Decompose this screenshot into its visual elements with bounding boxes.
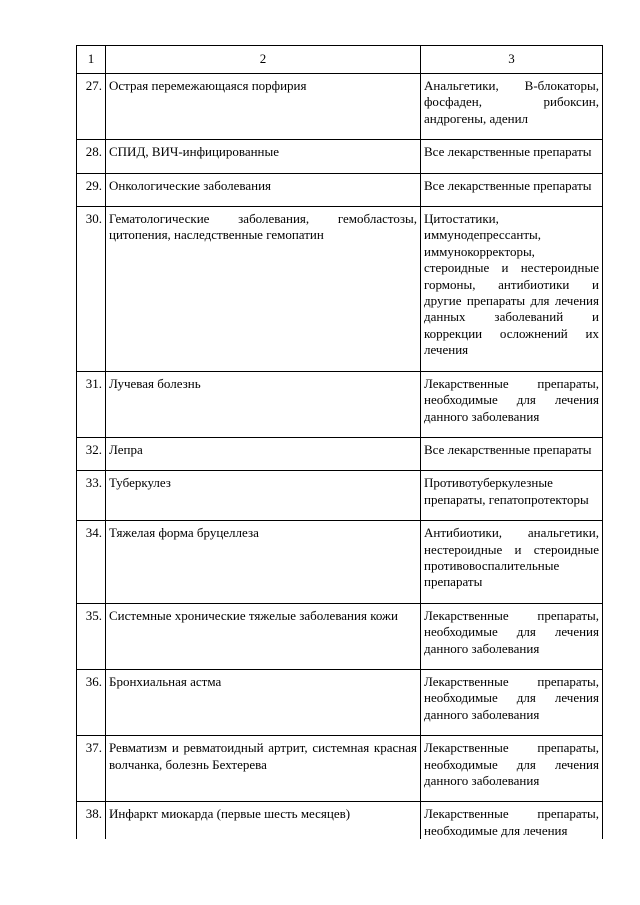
- drug-list: Лекарственные препараты, необходимые для лечения данного заболевания: [421, 736, 603, 802]
- table-header-row: [77, 46, 603, 74]
- table-row: [77, 173, 603, 206]
- disease-drug-table: [76, 45, 603, 839]
- table-row: [77, 669, 603, 735]
- row-number: 38.: [77, 802, 106, 839]
- disease-name: Системные хронические тяжелые заболевания кожи: [106, 603, 421, 669]
- table-row: [77, 603, 603, 669]
- drug-list: Лекарственные препараты, необходимые для лечения данного заболевания: [421, 669, 603, 735]
- row-number: 34.: [77, 521, 106, 604]
- row-number: 30.: [77, 207, 106, 372]
- column-header-disease: 2: [106, 46, 421, 74]
- disease-name: Тяжелая форма бруцеллеза: [106, 521, 421, 604]
- drug-list: Цитостатики, иммунодепрессанты, иммунокорректоры, стероидные и нестероидные гормоны, антибиотики и другие препараты для лечения данных заболеваний и коррекции осложнений их лечения: [421, 207, 603, 372]
- drug-list: Лекарственные препараты, необходимые для лечения: [421, 802, 603, 839]
- row-number: 33.: [77, 471, 106, 521]
- table-row: [77, 802, 603, 839]
- disease-name: Туберкулез: [106, 471, 421, 521]
- row-number: 36.: [77, 669, 106, 735]
- disease-name: Ревматизм и ревматоидный артрит, системная красная волчанка, болезнь Бехтерева: [106, 736, 421, 802]
- disease-name: СПИД, ВИЧ-инфицированные: [106, 140, 421, 173]
- drug-list: Лекарственные препараты, необходимые для лечения данного заболевания: [421, 371, 603, 437]
- table-row: [77, 736, 603, 802]
- row-number: 28.: [77, 140, 106, 173]
- column-header-drugs: 3: [421, 46, 603, 74]
- table-row: [77, 74, 603, 140]
- table-row: [77, 207, 603, 372]
- disease-name: Острая перемежающаяся порфирия: [106, 74, 421, 140]
- table-row: [77, 521, 603, 604]
- drug-list: Все лекарственные препараты: [421, 173, 603, 206]
- drug-list: Антибиотики, анальгетики, нестероидные и стероидные противовоспалительные препараты: [421, 521, 603, 604]
- disease-name: Лучевая болезнь: [106, 371, 421, 437]
- table-row: [77, 437, 603, 470]
- disease-name: Бронхиальная астма: [106, 669, 421, 735]
- disease-name: Онкологические заболевания: [106, 173, 421, 206]
- column-header-number: 1: [77, 46, 106, 74]
- table-row: [77, 140, 603, 173]
- row-number: 31.: [77, 371, 106, 437]
- row-number: 32.: [77, 437, 106, 470]
- disease-name: Инфаркт миокарда (первые шесть месяцев): [106, 802, 421, 839]
- drug-list: Все лекарственные препараты: [421, 437, 603, 470]
- row-number: 37.: [77, 736, 106, 802]
- row-number: 35.: [77, 603, 106, 669]
- drug-list: Лекарственные препараты, необходимые для лечения данного заболевания: [421, 603, 603, 669]
- drug-list: Все лекарственные препараты: [421, 140, 603, 173]
- row-number: 29.: [77, 173, 106, 206]
- disease-name: Гематологические заболевания, гемобластозы, цитопения, наследственные гемопатин: [106, 207, 421, 372]
- table-row: [77, 371, 603, 437]
- disease-name: Лепра: [106, 437, 421, 470]
- drug-list: Противотуберкулезные препараты, гепатопротекторы: [421, 471, 603, 521]
- row-number: 27.: [77, 74, 106, 140]
- table-row: [77, 471, 603, 521]
- drug-list: Анальгетики, В-блокаторы, фосфаден, рибоксин, андрогены, аденил: [421, 74, 603, 140]
